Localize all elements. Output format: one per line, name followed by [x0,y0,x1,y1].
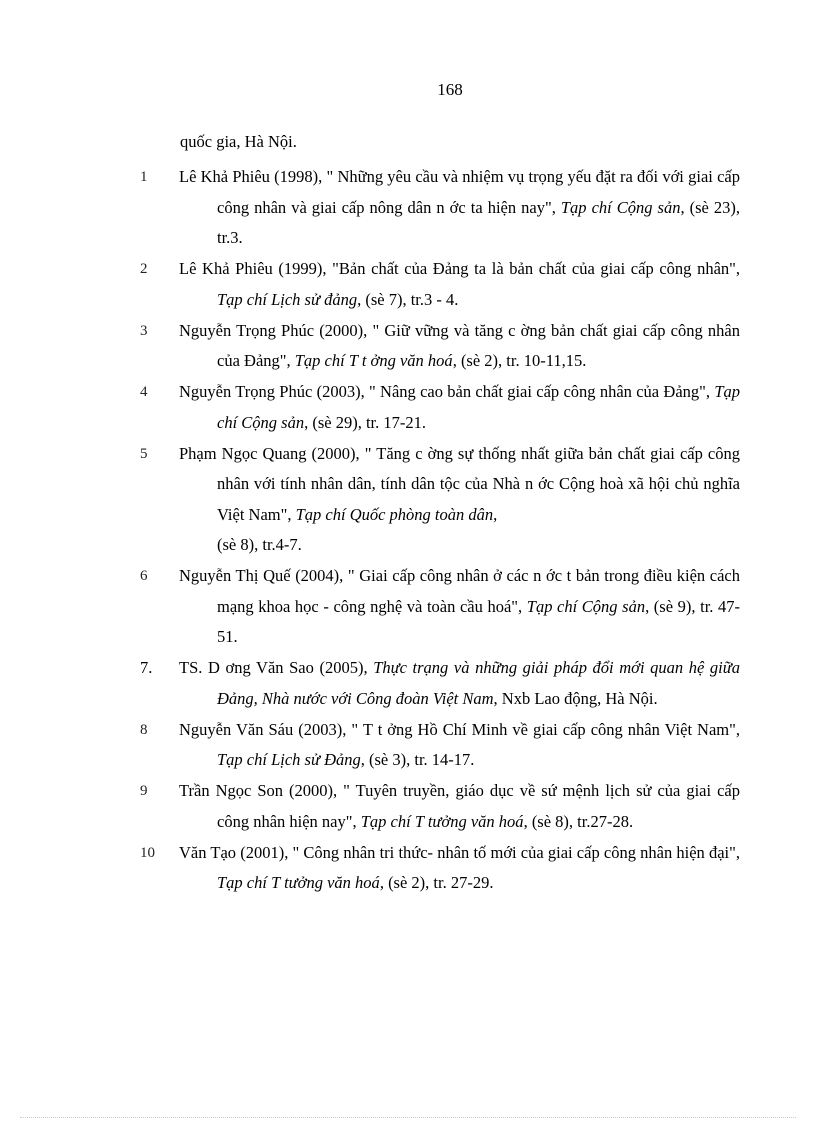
reference-source: Tạp chí T tưởng văn hoá [360,811,524,831]
reference-details: , (sè 2), tr. 10-11,15. [452,351,587,370]
reference-number: 4 [140,384,148,400]
reference-details: , (sè 9), tr. 47-51. [217,596,740,646]
reference-text: Lê Khả Phiêu (1999), "Bản chất của Đảng ta là bản chất của giai cấp công nhân", [179,259,740,278]
reference-source: Tạp chí Cộng sản [217,382,740,432]
reference-text: Văn Tạo (2001), " Công nhân tri thức- nhân tố mới của giai cấp công nhân hiện đại", [179,842,740,862]
reference-details: , (sè 8), tr.27-28. [523,811,634,831]
reference-source: Thực trạng và những giải pháp đổi mới quan hệ giữa Đảng, Nhà nước với Công đoàn Việt Nam [217,658,740,708]
reference-text: Nguyễn Thị Quế (2004), " Giai cấp công nhân ở các n ớc t bản trong điều kiện cách mạng khoa học - công nghệ và toàn cầu hoá", [179,566,740,616]
reference-number: 10 [140,844,155,861]
reference-details: , Nxb Lao động, Hà Nội. [493,688,658,708]
reference-source: Tạp chí T t ởng văn hoá [294,351,453,370]
reference-source: Tạp chí Cộng sản [526,596,646,616]
reference-text: Nguyễn Văn Sáu (2003), " T t ởng Hồ Chí Minh về giai cấp công nhân Việt Nam", [179,719,740,739]
reference-details: , (sè 7), tr.3 - 4. [357,289,459,309]
reference-number: 8 [140,721,148,738]
reference-item [140,377,740,438]
reference-source: Tạp chí Lịch sử Đảng [217,750,361,769]
reference-item [140,715,740,776]
reference-source: Tạp chí Quốc phòng toàn dân [295,504,494,524]
reference-text: Lê Khả Phiêu (1998), " Những yêu cầu và nhiệm vụ trọng yếu đặt ra đối với giai cấp công nhân và giai cấp nông dân n ớc ta hiện nay", [179,167,740,217]
reference-details: , (sè 23), tr.3. [217,197,741,247]
reference-item [140,561,740,653]
reference-number: 6 [140,568,148,584]
reference-number: 3 [140,322,148,339]
reference-text: TS. D ơng Văn Sao (2005), [179,658,374,677]
reference-text: Nguyễn Trọng Phúc (2003), " Nâng cao bản chất giai cấp công nhân của Đảng", [179,382,715,401]
reference-text: Phạm Ngọc Quang (2000), " Tăng c ờng sự thống nhất giữa bản chất giai cấp công nhân với tính nhân dân, tính dân tộc của Nhà n ớc Cộng hoà xã hội chủ nghĩa Việt Nam", [179,443,740,524]
reference-details: , (sè 29), tr. 17-21. [304,412,426,432]
reference-details: , [493,504,498,524]
reference-number: 5 [140,445,148,462]
reference-details-continued: (sè 8), tr.4-7. [217,535,302,554]
reference-text: Nguyễn Trọng Phúc (2000), " Giữ vững và tăng c ờng bản chất giai cấp công nhân của Đảng", [179,320,740,370]
reference-item [140,776,740,837]
reference-list [140,162,740,899]
reference-item [140,838,740,899]
reference-item [140,439,740,561]
reference-details: , (sè 2), tr. 27-29. [379,873,494,892]
reference-text: Trần Ngọc Son (2000), " Tuyên truyền, giáo dục về sứ mệnh lịch sử của giai cấp công nhân hiện nay", [179,781,740,831]
reference-number: 2 [140,261,148,277]
reference-number: 7. [140,658,153,677]
reference-item [140,653,740,714]
reference-number: 1 [140,169,148,185]
reference-item [140,162,740,254]
reference-number: 9 [140,783,148,799]
reference-source: Tạp chí T tưởng văn hoá [217,873,380,892]
reference-source: Tạp chí Cộng sản [560,197,681,217]
reference-details: , (sè 3), tr. 14-17. [360,750,475,769]
page-number: 168 [437,80,463,99]
page-bottom-divider [20,1117,796,1118]
reference-item [140,316,740,377]
reference-item [140,254,740,315]
reference-source: Tạp chí Lịch sử đảng [217,289,358,309]
continued-reference-line: quốc gia, Hà Nội. [180,132,297,151]
